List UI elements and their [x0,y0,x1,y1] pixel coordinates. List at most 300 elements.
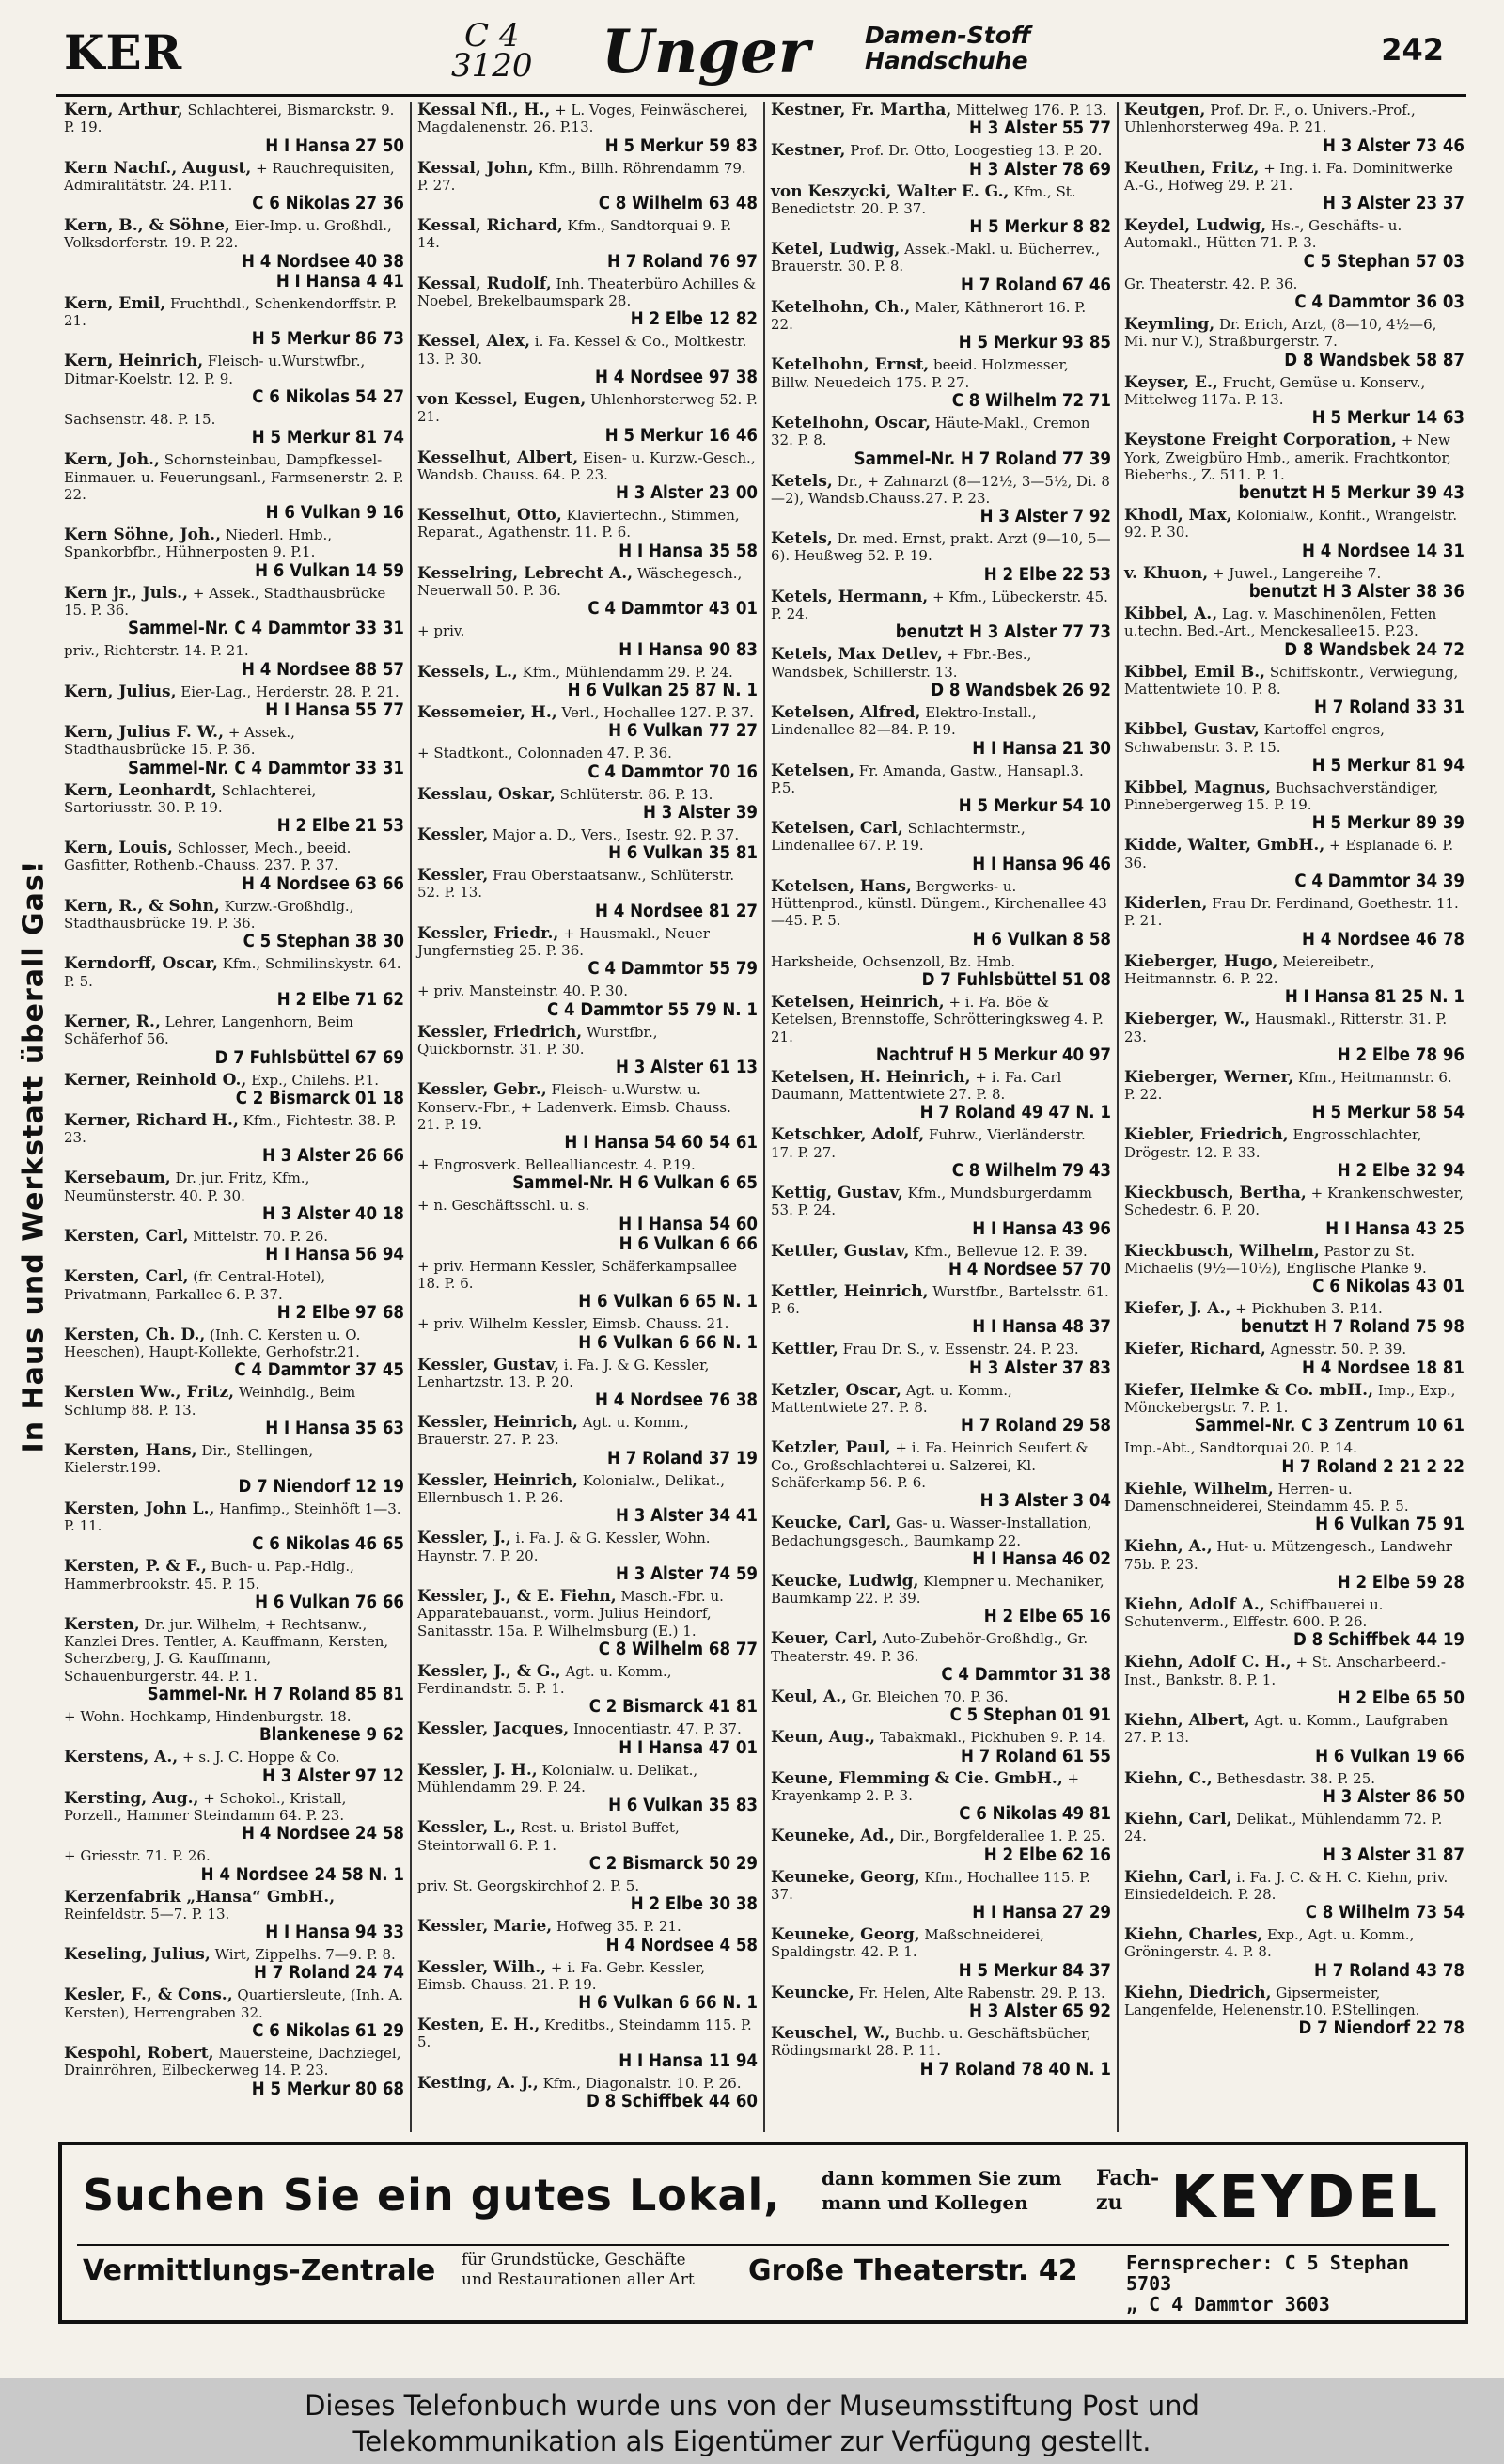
entry-details: Klempner u. Mechaniker, Baumkamp 22. P. 39. [771,1572,1104,1608]
entry-details: i. Fa. Kessel & Co., Moltkestr. 13. P. 30. [417,333,747,368]
entry-details: Gipsermeister, Langenfelde, Helenenstr.10. P.Stellingen. [1124,1984,1420,2018]
entry-phone: H 4 Nordsee 88 57 [242,659,404,680]
entry-phone: H 4 Nordsee 4 58 [605,1935,758,1955]
entry-phone: H 5 Merkur 58 54 [1311,1103,1465,1123]
entry-phone: H 6 Vulkan 19 66 [1315,1746,1465,1766]
directory-entry [1124,1481,1465,1535]
entry-details: Kfm., St. Benedictstr. 20. P. 37. [771,182,1076,217]
entry-details: Imp., Exp., Mönckebergstr. 7. P. 1. [1124,1381,1456,1417]
entry-name: Kiehle, Wilhelm, [1124,1479,1274,1499]
entry-details: Hofweg 35. P. 21. [556,1918,682,1936]
directory-entry [417,704,758,741]
directory-entry [771,762,1111,817]
entry-name: Kiehn, Adolf A., [1124,1594,1265,1614]
entry-phone: H I Hansa 56 94 [265,1245,404,1265]
entry-details: Kolonialw. u. Delikat., Mühlendamm 29. P. 24. [417,1761,698,1797]
entry-phone: Sammel-Nr. H 6 Vulkan 6 65 [512,1173,758,1194]
entry-name: Kessal, Richard, [417,216,563,236]
directory-entry [771,1729,1111,1766]
entry-details: Kolonialw., Delikat., Ellernbusch 1. P. 26. [417,1471,726,1507]
entry-phone: H 3 Alster 73 46 [1323,135,1465,156]
entry-name: Kiehn, Diedrich, [1124,1983,1272,2002]
entry-phone: C 2 Bismarck 01 18 [235,1088,404,1108]
directory-entry [64,526,404,581]
entry-phone: H 3 Alster 3 04 [979,1491,1111,1512]
entry-name: Kiehn, Carl, [1124,1809,1232,1828]
entry-name: Kessler, Heinrich, [417,1470,578,1490]
entry-phone: H 4 Nordsee 18 81 [1302,1358,1465,1378]
entry-phone: H 5 Merkur 93 85 [958,333,1111,353]
entry-name: Kern, R., & Sohn, [64,896,220,916]
entry-details: Schlachterei, Sartoriusstr. 30. P. 19. [64,781,317,816]
directory-entry [771,1630,1111,1685]
directory-entry [417,1588,758,1659]
entry-name: Ketschker, Adolf, [771,1125,925,1145]
entry-phone: D 7 Niendorf 22 78 [1298,2018,1465,2039]
entry-phone: H 2 Elbe 21 53 [276,816,404,837]
entry-name: Kidde, Walter, GmbH., [1124,836,1325,855]
entry-details: + priv. Wilhelm Kessler, Eimsb. Chauss. 21. [417,1315,729,1333]
ad-mid-text [822,2166,1062,2215]
entry-phone: H I Hansa 47 01 [619,1737,758,1758]
directory-entry [64,1946,404,1983]
entry-details: Kfm., Diagonalstr. 10. P. 26. [542,2074,742,2092]
directory-entry [1124,1811,1465,1865]
entry-details: Klaviertechn., Stimmen, Reparat., Agathenstr. 11. P. 6. [417,507,740,541]
entry-phone: H I Hansa 94 33 [265,1923,404,1943]
entry-name: Ketel, Ludwig, [771,240,901,259]
header-code-line1: C 4 [464,17,520,55]
directory-entry [1124,1869,1465,1923]
entry-name: Keuneke, Georg, [771,1867,920,1887]
directory-entry [771,1770,1111,1825]
entry-name: Keystone Freight Corporation, [1124,431,1397,450]
entry-details: + Assek., Stadthausbrücke 15. P. 36. [64,723,295,759]
entry-name: Kestner, Fr. Martha, [771,102,952,119]
directory-entry [1124,1011,1465,1065]
ad-phones [1126,2252,1465,2315]
directory-entry [417,786,758,823]
entry-phone: H 3 Alster 65 92 [969,2001,1111,2021]
entry-name: Kiefer, Richard, [1124,1340,1266,1359]
directory-entry [417,1024,758,1078]
entry-phone: C 5 Stephan 57 03 [1303,251,1465,272]
directory-entry [1124,217,1465,272]
entry-details: (Inh. C. Kersten u. O. Heeschen), Haupt-Kollekte, Gerhofstr.21. [64,1326,361,1361]
entry-phone: H 6 Vulkan 6 66 [619,1233,758,1254]
entry-name: Kessler, L., [417,1818,516,1838]
directory-entry [64,585,404,639]
attribution-footer [0,2378,1504,2464]
directory-entry [64,1169,404,1224]
entry-name: Kesler, F., & Cons., [64,1985,233,2005]
entry-details: Mittelweg 176. P. 13. [956,102,1107,118]
entry-phone: H 2 Elbe 62 16 [983,1844,1111,1865]
entry-details: Herren- u. Damenschneiderei, Steindamm 45. P. 5. [1124,1480,1409,1514]
entry-name: Kessler, [417,866,489,886]
entry-phone: H 3 Alster 97 12 [262,1766,404,1786]
entry-name: Kespohl, Robert, [64,2044,214,2063]
directory-entry [64,160,404,214]
directory-entry [771,142,1111,179]
entry-name: Kiehn, Adolf C. H., [1124,1653,1292,1672]
entry-name: Kern, Heinrich, [64,352,204,371]
entry-phone: H 7 Roland 61 55 [961,1746,1111,1766]
entry-name: Kersting, Aug., [64,1788,199,1808]
entry-name: Kiderlen, [1124,894,1208,914]
entry-phone: C 4 Dammtor 55 79 [588,959,758,980]
directory-entry [64,1326,404,1381]
directory-entry [417,1918,758,1954]
entry-name: Keul, A., [771,1687,847,1707]
entry-name: Kern Söhne, Joh., [64,526,222,545]
entry-name: Keuneke, Ad., [771,1827,896,1846]
entry-phone: H I Hansa 54 60 [619,1214,758,1234]
entry-phone: benutzt H 3 Alster 38 36 [1248,582,1465,603]
directory-entry [417,391,758,446]
entry-phone: C 4 Dammtor 31 38 [941,1665,1111,1686]
ad-agency-desc1: für Grundstücke, Geschäfte [462,2251,686,2269]
entry-details: Assek.-Makl. u. Bücherrev., Brauerstr. 30. P. 8. [771,241,1101,275]
entry-phone: H I Hansa 96 46 [972,854,1111,874]
directory-entry [64,840,404,894]
ad-mid-line2: mann und Kollegen [822,2191,1028,2214]
entry-details: + Pickhuben 3. P.14. [1235,1300,1383,1318]
entry-details: Kartoffel engros, Schwabenstr. 3. P. 15. [1124,721,1385,756]
entry-phone: H 6 Vulkan 9 16 [265,503,404,524]
entry-details: Schlosser, Mech., beeid. Gasfitter, Rothenb.-Chauss. 237. P. 37. [64,840,352,874]
entry-phone: H 6 Vulkan 35 81 [608,843,758,864]
entry-phone: C 6 Nikolas 54 27 [252,386,404,407]
entry-details: + priv. Mansteinstr. 40. P. 30. [417,982,629,1000]
entry-details: Maßschneiderei, Spaldingstr. 42. P. 1. [771,1926,1044,1961]
entry-details: Fleisch- u.Wurstwfbr., Ditmar-Koelstr. 12. P. 9. [64,353,366,387]
directory-entry [771,1926,1111,1981]
entry-details: Maler, Käthnerort 16. P. 22. [771,298,1087,334]
directory-entry [771,183,1111,238]
entry-details: Hs.-, Geschäfts- u. Automakl., Hütten 71. P. 3. [1124,217,1402,252]
entry-details: Fr. Amanda, Gastw., Hansapl.3. P.5. [771,761,1084,796]
entry-name: Ketels, [771,529,833,549]
entry-details: + Griesstr. 71. P. 26. [64,1847,211,1865]
entry-details: + n. Geschäftsschl. u. s. [417,1197,590,1215]
entry-phone: H 5 Merkur 8 82 [969,217,1111,238]
entry-details: Dr. jur. Fritz, Kfm., Neumünsterstr. 40. P. 30. [64,1169,310,1204]
entry-details: i. Fa. J. C. & H. C. Kiehn, priv. Einsiedeldeich. P. 28. [1124,1868,1449,1903]
entry-details: Kfm., Sandtorquai 9. P. 14. [417,217,732,252]
entry-phone: H 3 Alster 26 66 [262,1146,404,1167]
entry-details: Exp., Agt. u. Komm., Gröningerstr. 4. P. 8. [1124,1926,1415,1961]
entry-details: Schornsteinbau, Dampfkessel-Einmauer. u. Feuerungsanl., Farmsenerstr. 2. P. 22. [64,451,404,503]
entry-phone: D 7 Fuhlsbüttel 67 69 [214,1047,404,1068]
entry-details: Inh. Theaterbüro Achilles & Noebel, Brekelbaumspark 28. [417,275,757,310]
directory-entry [417,1530,758,1584]
entry-name: Kern, Julius F. W., [64,722,225,742]
header-brand-sub2: Handschuhe [865,47,1028,74]
entry-name: Kersten, Hans, [64,1441,197,1461]
entry-details: Dr. med. Ernst, prakt. Arzt (9—10, 5—6). Heußweg 52. P. 19. [771,530,1111,565]
directory-entry [417,275,758,330]
entry-phone: H I Hansa 35 63 [265,1419,404,1439]
entry-phone: H 6 Vulkan 35 83 [608,1796,758,1816]
directory-entry [771,473,1111,527]
entry-name: Kiehn, Albert, [1124,1711,1250,1731]
entry-name: Kersten, P. & F., [64,1557,207,1577]
entry-name: Ketelsen, H. Heinrich, [771,1067,971,1087]
entry-details: Schlachtermstr., Lindenallee 67. P. 19. [771,820,1026,855]
entry-phone: C 6 Nikolas 43 01 [1312,1277,1465,1297]
entry-details: Fr. Helen, Alte Rabenstr. 29. P. 13. [858,1984,1105,2001]
directory-entry [1124,1300,1465,1337]
entry-name: Kern, Joh., [64,450,160,470]
column-4 [1119,102,1470,2132]
entry-phone: H I Hansa 46 02 [972,1548,1111,1569]
directory-columns [58,102,1470,2132]
entry-details: Wäschegesch., Neuerwall 50. P. 36. [417,564,743,600]
directory-entry [771,953,1111,990]
entry-phone: H 3 Alster 7 92 [979,507,1111,527]
entry-phone: H 5 Merkur 81 74 [251,428,404,448]
directory-entry [64,2045,404,2099]
entry-name: Kessal, John, [417,158,534,178]
entry-name: Kessler, Friedrich, [417,1022,583,1042]
ad-mid-text-right [1096,2166,1159,2215]
entry-phone: H 2 Elbe 22 53 [983,564,1111,585]
entry-name: Ketelsen, Hans, [771,876,912,896]
page-prefix: KER [64,24,183,80]
entry-details: Wurstfbr., Quickbornstr. 31. P. 30. [417,1023,658,1058]
directory-entry [771,415,1111,469]
entry-name: Kern, Emil, [64,293,166,313]
directory-entry [771,878,1111,950]
directory-entry [771,1382,1111,1436]
entry-phone: D 8 Schiffbek 44 19 [1292,1630,1465,1651]
page-number: 242 [1381,32,1444,68]
directory-entry [771,1069,1111,1123]
entry-name: Keydel, Ludwig, [1124,216,1267,236]
column-1 [58,102,412,2132]
directory-entry [64,1708,404,1745]
directory-entry [417,1414,758,1468]
entry-phone: H 5 Merkur 59 83 [604,135,758,156]
directory-entry [1124,1538,1465,1593]
directory-entry [417,982,758,1019]
entry-details: Agt. u. Komm., Laufgraben 27. P. 13. [1124,1712,1449,1747]
entry-phone: Sammel-Nr. H 7 Roland 77 39 [854,448,1111,469]
entry-name: Keutgen, [1124,102,1206,119]
entry-details: Prof. Dr. Otto, Loogestieg 13. P. 20. [850,142,1103,160]
entry-name: Ketzler, Oscar, [771,1380,901,1400]
entry-name: Kiehn, C., [1124,1768,1213,1788]
entry-name: Kern jr., Juls., [64,583,189,603]
entry-name: Kessler, Friedr., [417,923,559,943]
directory-entry [64,102,404,156]
entry-phone: C 4 Dammtor 55 79 N. 1 [546,999,758,1020]
directory-entry [1124,275,1465,312]
entry-details: + Engrosverk. Bellealliancestr. 4. P.19. [417,1156,696,1174]
entry-details: + Hausmakl., Neuer Jungfernstieg 25. P. 36. [417,924,710,960]
directory-entry [1124,953,1465,1008]
entry-name: Khodl, Max, [1124,506,1232,526]
side-banner-text: In Haus und Werkstatt überall Gas! [17,859,51,1453]
entry-phone: H 7 Roland 67 46 [961,275,1111,295]
entry-details: Hut- u. Mützengesch., Landwehr 75b. P. 23. [1124,1538,1452,1573]
entry-details: Kfm., Bellevue 12. P. 39. [914,1242,1088,1260]
entry-details: Frau Dr. S., v. Essenstr. 24. P. 23. [842,1341,1079,1358]
ad-headline: Suchen Sie ein gutes Lokal, [83,2170,781,2221]
entry-details: + Kfm., Lübeckerstr. 45. P. 24. [771,588,1108,623]
entry-phone: H 2 Elbe 12 82 [630,309,758,330]
entry-name: Kerstens, A., [64,1748,179,1767]
entry-phone: Blankenese 9 62 [259,1725,404,1746]
entry-details: priv., Richterstr. 14. P. 21. [64,642,249,660]
directory-entry [771,1439,1111,1511]
entry-phone: H I Hansa 43 96 [972,1218,1111,1239]
entry-details: Quartiersleute, (Inh. A. Kersten), Herrengraben 32. [64,1986,404,2021]
entry-phone: Sammel-Nr. C 3 Zentrum 10 61 [1194,1416,1465,1436]
entry-phone: D 8 Wandsbek 26 92 [931,680,1111,700]
entry-details: + Rauchrequisiten, Admiralitätstr. 24. P.11. [64,159,395,194]
entry-phone: H 2 Elbe 30 38 [630,1894,758,1915]
directory-entry [64,1384,404,1438]
entry-name: Keune, Flemming & Cie. GmbH., [771,1768,1063,1788]
directory-entry [1124,374,1465,429]
entry-details: Reinfeldstr. 5—7. P. 13. [64,1905,230,1923]
entry-phone: C 2 Bismarck 50 29 [588,1853,758,1874]
entry-name: Kessler, J., & E. Fiehn, [417,1586,617,1606]
ad-phone-1: Fernsprecher: C 5 Stephan 5703 [1126,2252,1410,2295]
directory-entry [64,1442,404,1497]
entry-details: Kreditbs., Steindamm 115. P. 5. [417,2017,752,2051]
entry-details: Innocentiastr. 47. P. 37. [572,1720,742,1738]
directory-entry [64,1847,404,1884]
entry-name: Kieberger, W., [1124,1010,1251,1029]
entry-details: + Schokol., Kristall, Porzell., Hammer Steindamm 64. P. 23. [64,1789,347,1824]
entry-details: Prof. Dr. F., o. Univers.-Prof., Uhlenhorsterweg 49a. P. 21. [1124,102,1416,136]
entry-phone: D 8 Wandsbek 24 72 [1284,639,1465,660]
entry-name: Kieckbusch, Bertha, [1124,1183,1307,1202]
entry-phone: H 5 Merkur 80 68 [251,2079,404,2099]
entry-name: Kerner, Reinhold O., [64,1070,247,1090]
directory-entry [64,295,404,350]
entry-details: Dir., Borgfelderallee 1. P. 25. [899,1828,1105,1845]
entry-name: Keuthen, Fritz, [1124,158,1260,178]
directory-entry [771,646,1111,700]
entry-name: Kern, Louis, [64,839,173,858]
entry-details: + i. Fa. Heinrich Seufert & Co., Großschlachterei u. Salzerei, Kl. Schäferkamp 56. P. 6. [771,1439,1089,1491]
entry-details: Häute-Makl., Cremon 32. P. 8. [771,414,1090,449]
entry-name: Kiehn, Charles, [1124,1925,1263,1945]
entry-details: + i. Fa. Carl Daumann, Mattentwiete 27. P. 8. [771,1068,1062,1104]
entry-details: Dr. jur. Wilhelm, + Rechtsanw., Kanzlei Dres. Tentler, A. Kauffmann, Kersten, Scherzberg, J. G. Kauffmann, Schauenburgerstr. 44. P. 1. [64,1615,389,1685]
entry-details: Dr., + Zahnarzt (8—12½, 3—5½, Di. 8—2), Wandsb.Chauss.27. P. 23. [771,472,1110,507]
directory-entry [1124,1770,1465,1807]
entry-details: Fuhrw., Vierländerstr. 17. P. 27. [771,1126,1086,1161]
entry-name: Kesten, E. H., [417,2016,540,2035]
entry-details: Wirt, Zippelhs. 7—9. P. 8. [214,1946,396,1964]
entry-phone: H 6 Vulkan 25 87 N. 1 [567,680,758,700]
entry-name: von Kessel, Eugen, [417,389,587,409]
advertisement [58,2142,1468,2324]
directory-entry [1124,565,1465,602]
ad-mid-line1b: Fach- [1096,2166,1160,2190]
entry-details: Agt. u. Komm., Mattentwiete 27. P. 8. [771,1381,1012,1417]
entry-details: Eisen- u. Kurzw.-Gesch., Wandsb. Chauss. 64. P. 23. [417,448,756,483]
entry-details: Kolonialw., Konfit., Wrangelstr. 92. P. 30. [1124,507,1458,541]
entry-details: + L. Voges, Feinwäscherei, Magdalenenstr. 26. P.13. [417,102,749,136]
entry-details: Harksheide, Ochsenzoll, Bz. Hmb. [771,952,1016,970]
entry-phone: H 4 Nordsee 57 70 [948,1259,1111,1279]
directory-entry [64,451,404,523]
directory-entry [64,217,404,291]
directory-entry [64,1889,404,1943]
directory-entry [417,1081,758,1153]
entry-phone: Sammel-Nr. C 4 Dammtor 33 31 [127,619,404,639]
entry-details: + New York, Zweigbüro Hmb., amerik. Frachtkontor, Bieberhs., Z. 511. P. 1. [1124,432,1451,483]
entry-name: Kessel, Alex, [417,332,530,352]
entry-name: Keun, Aug., [771,1728,876,1748]
entry-name: Ketelsen, Alfred, [771,702,921,722]
entry-name: Kessler, Heinrich, [417,1413,578,1433]
entry-phone: C 8 Wilhelm 73 54 [1305,1903,1465,1923]
entry-name: Kettler, [771,1340,838,1359]
entry-phone: C 6 Nikolas 46 65 [252,1534,404,1555]
entry-phone: H I Hansa 90 83 [619,639,758,660]
entry-details: Fleisch- u.Wurstw. u. Konserv.-Fbr., + Ladenverk. Eimsb. Chauss. 21. P. 19. [417,1081,731,1133]
entry-details: Auto-Zubehör-Großhdlg., Gr. Theaterstr. 49. P. 36. [771,1630,1089,1665]
directory-entry [1124,1069,1465,1123]
entry-phone: H 3 Alster 37 83 [969,1358,1111,1378]
entry-name: Kesslau, Oskar, [417,784,556,804]
directory-entry [417,1819,758,1874]
entry-details: Kfm., Mühlendamm 29. P. 24. [522,663,733,681]
entry-details: Hanfimp., Steinhöft 1—3. P. 11. [64,1499,401,1534]
entry-name: Keuncke, [771,1983,854,2002]
entry-phone: C 4 Dammtor 37 45 [234,1360,404,1381]
entry-phone: H 4 Nordsee 76 38 [595,1390,758,1411]
entry-phone: H 7 Roland 29 58 [961,1416,1111,1436]
entry-phone: H I Hansa 27 50 [265,135,404,156]
entry-name: Kesselhut, Albert, [417,447,579,467]
entry-phone: H I Hansa 54 60 54 61 [564,1133,758,1154]
entry-details: Uhlenhorsterweg 52. P. 21. [417,390,758,426]
entry-name: Keyser, E., [1124,372,1218,392]
directory-entry [771,1828,1111,1864]
entry-details: + Krankenschwester, Schedestr. 6. P. 20. [1124,1184,1464,1219]
entry-name: Kestner, [771,141,846,161]
entry-details: Tabakmakl., Pickhuben 9. P. 14. [879,1729,1106,1747]
directory-entry [64,1268,404,1323]
entry-name: Kern, Arthur, [64,102,183,119]
entry-name: Kibbel, Magnus, [1124,777,1272,797]
entry-details: Buchb. u. Geschäftsbücher, Rödingsmarkt 28. P. 11. [771,2025,1091,2060]
entry-details: + Krayenkamp 2. P. 3. [771,1769,1080,1804]
directory-entry [417,2017,758,2071]
directory-entry [771,1341,1111,1377]
entry-name: Ketelhohn, Ch., [771,297,911,317]
entry-phone: H 4 Nordsee 46 78 [1302,929,1465,950]
directory-entry [64,353,404,407]
entry-details: Schlüterstr. 86. P. 13. [559,785,713,803]
directory-entry [64,898,404,952]
directory-entry [417,1315,758,1352]
entry-name: Kessal Nfl., H., [417,102,551,119]
entry-phone: C 2 Bismarck 41 81 [588,1697,758,1718]
footer-line1: Dieses Telefonbuch wurde uns von der Museumsstiftung Post und [305,2390,1199,2422]
entry-details: Kfm., Fichtestr. 38. P. 23. [64,1111,397,1147]
entry-details: Hausmakl., Ritterstr. 31. P. 23. [1124,1011,1448,1045]
directory-entry [417,333,758,387]
